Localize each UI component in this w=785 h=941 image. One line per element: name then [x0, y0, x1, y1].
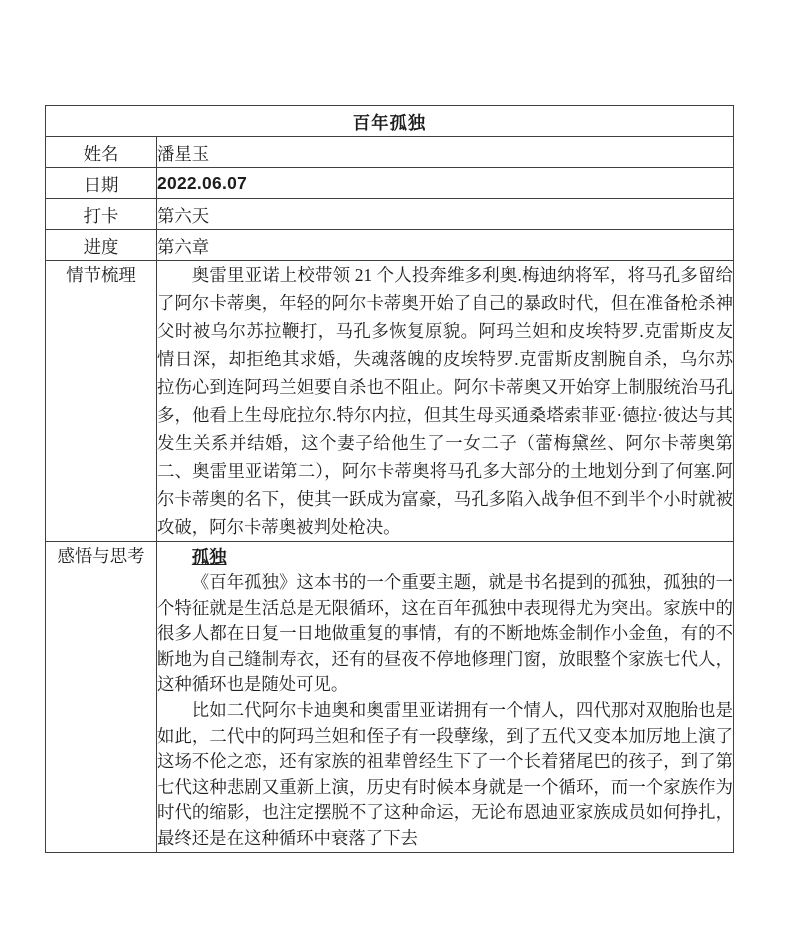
name-label: 姓名 — [46, 137, 157, 168]
progress-value: 第六章 — [157, 230, 734, 261]
plot-summary-paragraph: 奥雷里亚诺上校带领 21 个人投奔维多利奥.梅迪纳将军，将马孔多留给了阿尔卡蒂奥，年轻的阿尔卡蒂奥开始了自己的暴政时代，但在准备枪杀神父时被乌尔苏拉鞭打，马孔多恢复原貌。阿玛兰妲和皮埃特罗.克雷斯皮友情日深，却拒绝其求婚，失魂落魄的皮埃特罗.克雷斯皮割腕自杀，乌尔苏拉伤心到连阿玛兰妲要自杀也不阻止。阿尔卡蒂奥又开始穿上制服统治马孔多，他看上生母庇拉尔.特尔内拉，但其生母买通桑塔索菲亚·德拉·彼达与其发生关系并结婚，这个妻子给他生了一女二子（蕾梅黛丝、阿尔卡蒂奥第二、奥雷里亚诺第二），阿尔卡蒂奥将马孔多大部分的土地划分到了何塞.阿尔卡蒂奥的名下，使其一跃成为富豪，马孔多陷入战争但不到半个小时就被攻破，阿尔卡蒂奥被判处枪决。 — [157, 265, 733, 537]
reflection-heading: 孤独 — [191, 547, 227, 567]
reflection-label: 感悟与思考 — [46, 542, 157, 853]
reflection-paragraph-2: 比如二代阿尔卡迪奥和奥雷里亚诺拥有一个情人，四代那对双胞胎也是如此，二代中的阿玛兰妲和侄子有一段孽缘，到了五代又变本加厉地上演了这场不伦之恋，还有家族的祖辈曾经生下了一个长着猪尾巴的孩子，到了第七代这种悲剧又重新上演，历史有时候本身就是一个循环，而一个家族作为时代的缩影，也注定摆脱不了这种命运，无论布恩迪亚家族成员如何挣扎，最终还是在这种循环中衰落了下去 — [157, 699, 733, 848]
info-row-progress — [46, 230, 734, 261]
date-label: 日期 — [46, 168, 157, 199]
plot-summary-cell — [157, 261, 734, 542]
reading-log-table — [45, 105, 734, 853]
name-value: 潘星玉 — [157, 137, 734, 168]
plot-summary-row — [46, 261, 734, 542]
info-row-date — [46, 168, 734, 199]
reflection-paragraph-1: 《百年孤独》这本书的一个重要主题，就是书名提到的孤独，孤独的一个特征就是生活总是无限循环，这在百年孤独中表现得尤为突出。家族中的很多人都在日复一日地做重复的事情，有的不断地炼金制作小金鱼，有的不断地为自己缝制寿衣，还有的昼夜不停地修理门窗，放眼整个家族七代人，这种循环也是随处可见。 — [157, 572, 733, 695]
reflection-row — [46, 542, 734, 853]
book-title: 百年孤独 — [46, 106, 734, 137]
info-row-checkin — [46, 199, 734, 230]
info-row-name — [46, 137, 734, 168]
progress-label: 进度 — [46, 230, 157, 261]
checkin-label: 打卡 — [46, 199, 157, 230]
reflection-cell — [157, 542, 734, 853]
date-value: 2022.06.07 — [157, 168, 734, 199]
checkin-value: 第六天 — [157, 199, 734, 230]
title-row — [46, 106, 734, 137]
plot-summary-label: 情节梳理 — [46, 261, 157, 542]
